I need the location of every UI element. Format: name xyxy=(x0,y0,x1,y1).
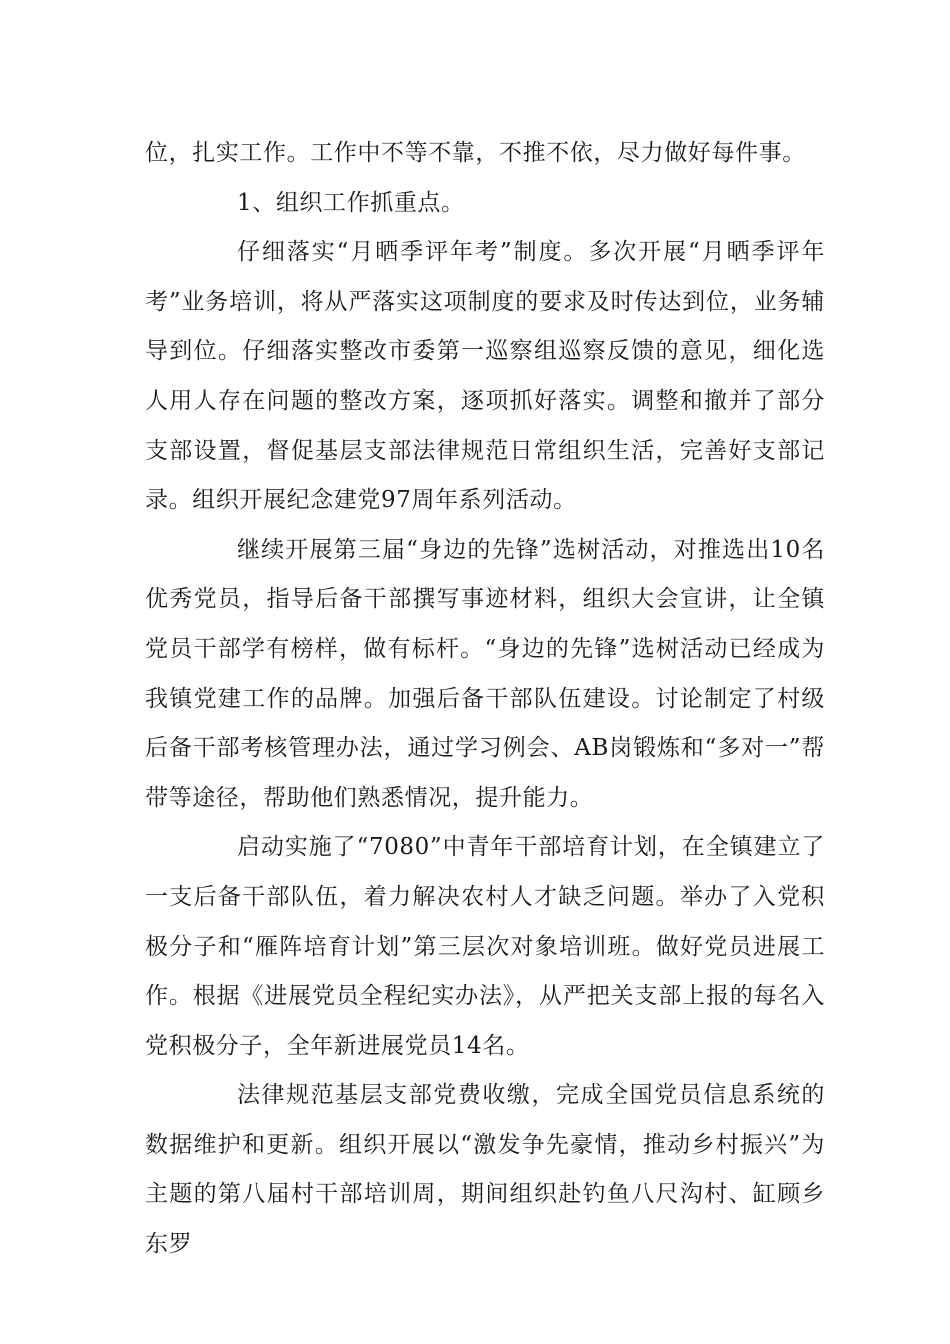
paragraph: 启动实施了“7080”中青年干部培育计划，在全镇建立了一支后备干部队伍，着力解决农村人才缺乏问题。举办了入党积极分子和“雁阵培育计划”第三层次对象培训班。做好党员进展工作。根据《进展党员全程纪实办法》，从严把关支部上报的每名入党积极分子，全年新进展党员14名。 xyxy=(145,834,825,1059)
section-heading: 1、组织工作抓重点。 xyxy=(237,189,465,216)
document-body xyxy=(145,129,825,1270)
paragraph: 仔细落实“月晒季评年考”制度。多次开展“月晒季评年考”业务培训，将从严落实这项制度的要求及时传达到位，业务辅导到位。仔细落实整改市委第一巡察组巡察反馈的意见，细化选人用人存在问题的整改方案，逐项抓好落实。调整和撤并了部分支部设置，督促基层支部法律规范日常组织生活，完善好支部记录。组织开展纪念建党97周年系列活动。 xyxy=(145,239,825,514)
paragraph: 继续开展第三届“身边的先锋”选树活动，对推选出10名优秀党员，指导后备干部撰写事迹材料，组织大会宣讲，让全镇党员干部学有榜样，做有标杆。“身边的先锋”选树活动已经成为我镇党建工作的品牌。加强后备干部队伍建设。讨论制定了村级后备干部考核管理办法，通过学习例会、AB岗锻炼和“多对一”帮带等途径，帮助他们熟悉情况，提升能力。 xyxy=(145,536,825,811)
paragraph: 法律规范基层支部党费收缴，完成全国党员信息系统的数据维护和更新。组织开展以“激发争先豪情，推动乡村振兴”为主题的第八届村干部培训周，期间组织赴钓鱼八尺沟村、缸顾乡东罗 xyxy=(145,1082,825,1258)
paragraph-continuation: 位，扎实工作。工作中不等不靠，不推不依，尽力做好每件事。 xyxy=(145,140,806,166)
